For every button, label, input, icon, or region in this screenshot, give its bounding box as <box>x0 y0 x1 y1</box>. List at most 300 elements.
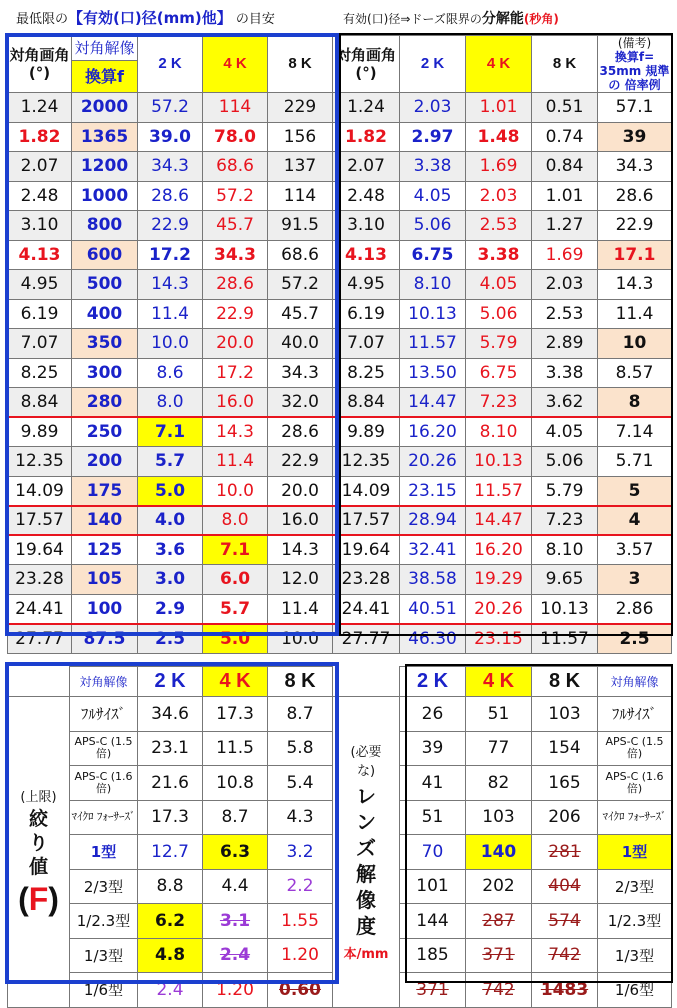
sensor-name: 1型 <box>70 835 138 870</box>
arcsec-4k-cell: 23.15 <box>466 624 532 654</box>
res-4k-cell: 114 <box>203 93 268 123</box>
res-8k-cell: 34.3 <box>268 358 333 388</box>
bot-blank-mid <box>333 667 400 697</box>
arcsec-8k-cell: 9.65 <box>532 565 598 595</box>
sensor-name: 1/2.3型 <box>70 904 138 939</box>
bot-hdr-diag-res-right: 対角解像 <box>598 667 672 697</box>
lens-res-8k: 1483 <box>532 973 598 1008</box>
lens-res-8k: 404 <box>532 869 598 904</box>
left-title-bracket: 【有効(口)径(mm)他】 <box>68 9 232 27</box>
lens-res-2k: 144 <box>400 904 466 939</box>
sensor-name: APS-C (1.5倍) <box>70 731 138 766</box>
arcsec-4k-cell: 1.01 <box>466 93 532 123</box>
lens-res-4k: 202 <box>466 869 532 904</box>
right-title-bold: 分解能 <box>481 11 524 27</box>
conv-f-cell: 175 <box>72 476 138 506</box>
lens-res-4k: 77 <box>466 731 532 766</box>
res-8k-cell: 22.9 <box>268 447 333 477</box>
fvalue-2k: 4.8 <box>138 938 203 973</box>
hdr-4k-right: 4 K <box>466 36 532 93</box>
res-4k-cell: 22.9 <box>203 299 268 329</box>
hdr-angle-right: 対角画角(°) <box>333 36 400 93</box>
res-8k-cell: 40.0 <box>268 329 333 359</box>
arcsec-8k-cell: 2.03 <box>532 270 598 300</box>
unit-label: 本/mm <box>343 947 389 963</box>
hdr-diag-res: 対角解像 <box>72 36 138 61</box>
lens-res-4k: 51 <box>466 697 532 732</box>
note-header: (備考) <box>617 36 652 50</box>
table-row <box>8 211 672 241</box>
angle-right-cell: 1.82 <box>333 122 400 152</box>
angle-right-cell: 7.07 <box>333 329 400 359</box>
needed-label: (必要な) <box>350 745 382 780</box>
lens-res-8k: 154 <box>532 731 598 766</box>
fvalue-2k: 21.6 <box>138 766 203 801</box>
res-4k-cell: 45.7 <box>203 211 268 241</box>
f-letter-text: F <box>28 880 49 917</box>
angle-right-cell: 27.77 <box>333 624 400 654</box>
angle-right-cell: 2.48 <box>333 181 400 211</box>
arcsec-4k-cell: 11.57 <box>466 476 532 506</box>
table-row <box>8 624 672 654</box>
sensor-name-right: 1型 <box>598 835 672 870</box>
fvalue-4k: 8.7 <box>203 800 268 835</box>
mag-cell: 7.14 <box>598 417 672 447</box>
fvalue-2k: 17.3 <box>138 800 203 835</box>
table-row <box>8 181 672 211</box>
table-row <box>8 535 672 565</box>
mag-cell: 5.71 <box>598 447 672 477</box>
bot-hdr-8k: 8 K <box>268 667 333 697</box>
angle-right-cell: 19.64 <box>333 535 400 565</box>
table-row <box>8 417 672 447</box>
sensor-name-right: 1/3型 <box>598 938 672 973</box>
res-8k-cell: 229 <box>268 93 333 123</box>
angle-cell: 12.35 <box>8 447 72 477</box>
res-2k-cell: 2.9 <box>138 594 203 624</box>
table-row <box>8 594 672 624</box>
fvalue-8k: 5.4 <box>268 766 333 801</box>
table-row <box>8 240 672 270</box>
angle-cell: 19.64 <box>8 535 72 565</box>
res-2k-cell: 5.7 <box>138 447 203 477</box>
arcsec-2k-cell: 32.41 <box>400 535 466 565</box>
arcsec-2k-cell: 23.15 <box>400 476 466 506</box>
res-8k-cell: 28.6 <box>268 417 333 447</box>
table-row <box>8 697 672 732</box>
hdr-8k-right: 8 K <box>532 36 598 93</box>
lens-res-8k: 281 <box>532 835 598 870</box>
res-2k-cell: 57.2 <box>138 93 203 123</box>
res-8k-cell: 114 <box>268 181 333 211</box>
angle-cell: 3.10 <box>8 211 72 241</box>
res-8k-cell: 20.0 <box>268 476 333 506</box>
arcsec-2k-cell: 2.97 <box>400 122 466 152</box>
arcsec-8k-cell: 0.84 <box>532 152 598 182</box>
sensor-name: ﾏｲｸﾛ ﾌｫｰｻｰｽﾞ <box>70 800 138 835</box>
arcsec-4k-cell: 1.48 <box>466 122 532 152</box>
lens-res-4k: 742 <box>466 973 532 1008</box>
f-letter: (F) <box>18 880 59 917</box>
sensor-name-right: APS-C (1.6倍) <box>598 766 672 801</box>
sensor-name-right: APS-C (1.5倍) <box>598 731 672 766</box>
res-2k-cell: 14.3 <box>138 270 203 300</box>
lens-res-4k: 82 <box>466 766 532 801</box>
arcsec-8k-cell: 10.13 <box>532 594 598 624</box>
fvalue-2k: 34.6 <box>138 697 203 732</box>
arcsec-8k-cell: 1.27 <box>532 211 598 241</box>
fvalue-4k: 10.8 <box>203 766 268 801</box>
fvalue-4k: 1.20 <box>203 973 268 1008</box>
lens-res-text: レンズ解像度 <box>356 784 376 939</box>
res-2k-cell: 7.1 <box>138 417 203 447</box>
angle-right-cell: 9.89 <box>333 417 400 447</box>
fvalue-4k: 3.1 <box>203 904 268 939</box>
arcsec-8k-cell: 5.79 <box>532 476 598 506</box>
angle-right-cell: 23.28 <box>333 565 400 595</box>
res-2k-cell: 10.0 <box>138 329 203 359</box>
res-2k-cell: 39.0 <box>138 122 203 152</box>
res-8k-cell: 91.5 <box>268 211 333 241</box>
hdr-4k: 4 K <box>203 36 268 93</box>
angle-cell: 1.24 <box>8 93 72 123</box>
fvalue-8k: 3.2 <box>268 835 333 870</box>
arcsec-8k-cell: 7.23 <box>532 506 598 536</box>
limit-label: (上限) <box>20 789 57 805</box>
arcsec-8k-cell: 2.53 <box>532 299 598 329</box>
fvalue-4k: 4.4 <box>203 869 268 904</box>
arcsec-4k-cell: 10.13 <box>466 447 532 477</box>
bot-hdr-4k-right: 4 K <box>466 667 532 697</box>
mag-cell: 8 <box>598 388 672 418</box>
angle-right-cell: 1.24 <box>333 93 400 123</box>
mag-cell: 8.57 <box>598 358 672 388</box>
lens-res-2k: 51 <box>400 800 466 835</box>
bottom-table <box>7 666 672 1008</box>
sensor-name-right: 1/6型 <box>598 973 672 1008</box>
right-title-paren: (秒角) <box>523 12 559 26</box>
fvalue-8k: 2.2 <box>268 869 333 904</box>
fvalue-8k: 0.60 <box>268 973 333 1008</box>
angle-cell: 8.84 <box>8 388 72 418</box>
angle-right-cell: 12.35 <box>333 447 400 477</box>
lens-res-4k: 371 <box>466 938 532 973</box>
res-8k-cell: 12.0 <box>268 565 333 595</box>
sensor-name-right: ﾌﾙｻｲｽﾞ <box>598 697 672 732</box>
res-4k-cell: 16.0 <box>203 388 268 418</box>
angle-right-cell: 17.57 <box>333 506 400 536</box>
arcsec-4k-cell: 8.10 <box>466 417 532 447</box>
res-4k-cell: 14.3 <box>203 417 268 447</box>
res-2k-cell: 5.0 <box>138 476 203 506</box>
arcsec-2k-cell: 8.10 <box>400 270 466 300</box>
res-2k-cell: 4.0 <box>138 506 203 536</box>
table-row <box>8 565 672 595</box>
res-4k-cell: 10.0 <box>203 476 268 506</box>
mag-cell: 2.5 <box>598 624 672 654</box>
table-row <box>8 270 672 300</box>
fvalue-4k: 11.5 <box>203 731 268 766</box>
conv-f-cell: 1000 <box>72 181 138 211</box>
fvalue-2k: 6.2 <box>138 904 203 939</box>
conv-f-cell: 400 <box>72 299 138 329</box>
bot-blank-left <box>8 667 70 697</box>
res-4k-cell: 78.0 <box>203 122 268 152</box>
res-8k-cell: 16.0 <box>268 506 333 536</box>
mag-cell: 2.86 <box>598 594 672 624</box>
conv-f-cell: 2000 <box>72 93 138 123</box>
arcsec-4k-cell: 5.79 <box>466 329 532 359</box>
res-2k-cell: 3.6 <box>138 535 203 565</box>
arcsec-2k-cell: 3.38 <box>400 152 466 182</box>
res-4k-cell: 7.1 <box>203 535 268 565</box>
arcsec-8k-cell: 0.51 <box>532 93 598 123</box>
left-title-pre: 最低限の <box>16 12 69 27</box>
res-4k-cell: 57.2 <box>203 181 268 211</box>
res-2k-cell: 2.5 <box>138 624 203 654</box>
lens-res-2k: 39 <box>400 731 466 766</box>
arcsec-2k-cell: 14.47 <box>400 388 466 418</box>
angle-right-cell: 24.41 <box>333 594 400 624</box>
arcsec-2k-cell: 5.06 <box>400 211 466 241</box>
angle-cell: 14.09 <box>8 476 72 506</box>
res-2k-cell: 28.6 <box>138 181 203 211</box>
angle-cell: 8.25 <box>8 358 72 388</box>
angle-cell: 1.82 <box>8 122 72 152</box>
arcsec-2k-cell: 20.26 <box>400 447 466 477</box>
arcsec-4k-cell: 7.23 <box>466 388 532 418</box>
mag-cell: 57.1 <box>598 93 672 123</box>
arcsec-4k-cell: 6.75 <box>466 358 532 388</box>
hdr-8k: 8 K <box>268 36 333 93</box>
angle-cell: 17.57 <box>8 506 72 536</box>
arcsec-4k-cell: 20.26 <box>466 594 532 624</box>
table-row <box>8 93 672 123</box>
hdr-2k-right: 2 K <box>400 36 466 93</box>
angle-right-cell: 14.09 <box>333 476 400 506</box>
left-title <box>16 7 275 28</box>
res-4k-cell: 28.6 <box>203 270 268 300</box>
mag-cell: 14.3 <box>598 270 672 300</box>
angle-cell: 27.77 <box>8 624 72 654</box>
arcsec-8k-cell: 0.74 <box>532 122 598 152</box>
conv-f-cell: 280 <box>72 388 138 418</box>
arcsec-2k-cell: 10.13 <box>400 299 466 329</box>
res-2k-cell: 34.3 <box>138 152 203 182</box>
conv-f-cell: 600 <box>72 240 138 270</box>
angle-right-cell: 4.13 <box>333 240 400 270</box>
sensor-name: 2/3型 <box>70 869 138 904</box>
fvalue-2k: 8.8 <box>138 869 203 904</box>
conv-f-cell: 300 <box>72 358 138 388</box>
res-8k-cell: 14.3 <box>268 535 333 565</box>
mag-cell: 4 <box>598 506 672 536</box>
res-8k-cell: 68.6 <box>268 240 333 270</box>
arcsec-4k-cell: 2.53 <box>466 211 532 241</box>
arcsec-8k-cell: 1.69 <box>532 240 598 270</box>
angle-cell: 4.13 <box>8 240 72 270</box>
lens-res-2k: 101 <box>400 869 466 904</box>
left-title-post: の目安 <box>235 12 275 27</box>
arcsec-8k-cell: 5.06 <box>532 447 598 477</box>
arcsec-4k-cell: 16.20 <box>466 535 532 565</box>
arcsec-2k-cell: 11.57 <box>400 329 466 359</box>
lens-res-8k: 742 <box>532 938 598 973</box>
conv-f-cell: 87.5 <box>72 624 138 654</box>
angle-right-cell: 4.95 <box>333 270 400 300</box>
lens-res-8k: 574 <box>532 904 598 939</box>
angle-right-cell: 6.19 <box>333 299 400 329</box>
bot-hdr-8k-right: 8 K <box>532 667 598 697</box>
res-2k-cell: 8.0 <box>138 388 203 418</box>
lens-res-8k: 165 <box>532 766 598 801</box>
res-2k-cell: 22.9 <box>138 211 203 241</box>
mag-cell: 3.57 <box>598 535 672 565</box>
arcsec-8k-cell: 11.57 <box>532 624 598 654</box>
sensor-name: APS-C (1.6倍) <box>70 766 138 801</box>
angle-right-cell: 2.07 <box>333 152 400 182</box>
table-row <box>8 476 672 506</box>
bot-hdr-4k: 4 K <box>203 667 268 697</box>
arcsec-2k-cell: 16.20 <box>400 417 466 447</box>
arcsec-8k-cell: 3.38 <box>532 358 598 388</box>
lens-res-2k: 70 <box>400 835 466 870</box>
right-title <box>343 8 559 28</box>
res-4k-cell: 20.0 <box>203 329 268 359</box>
arcsec-2k-cell: 28.94 <box>400 506 466 536</box>
fvalue-8k: 4.3 <box>268 800 333 835</box>
table-row <box>8 152 672 182</box>
lens-res-2k: 26 <box>400 697 466 732</box>
bot-hdr-2k: 2 K <box>138 667 203 697</box>
conv-f-cell: 1365 <box>72 122 138 152</box>
conv-f-cell: 800 <box>72 211 138 241</box>
arcsec-2k-cell: 46.30 <box>400 624 466 654</box>
conv-f-cell: 500 <box>72 270 138 300</box>
lens-res-2k: 371 <box>400 973 466 1008</box>
angle-cell: 2.48 <box>8 181 72 211</box>
res-2k-cell: 8.6 <box>138 358 203 388</box>
arcsec-8k-cell: 4.05 <box>532 417 598 447</box>
arcsec-8k-cell: 1.01 <box>532 181 598 211</box>
res-2k-cell: 3.0 <box>138 565 203 595</box>
arcsec-8k-cell: 3.62 <box>532 388 598 418</box>
arcsec-2k-cell: 13.50 <box>400 358 466 388</box>
arcsec-8k-cell: 8.10 <box>532 535 598 565</box>
angle-cell: 6.19 <box>8 299 72 329</box>
hdr-2k: 2 K <box>138 36 203 93</box>
fvalue-label <box>8 697 70 1008</box>
mag-cell: 39 <box>598 122 672 152</box>
mag-cell: 28.6 <box>598 181 672 211</box>
fvalue-4k: 17.3 <box>203 697 268 732</box>
arcsec-4k-cell: 14.47 <box>466 506 532 536</box>
table-row <box>8 388 672 418</box>
mag-cell: 11.4 <box>598 299 672 329</box>
arcsec-4k-cell: 5.06 <box>466 299 532 329</box>
table-row <box>8 447 672 477</box>
angle-cell: 7.07 <box>8 329 72 359</box>
arcsec-2k-cell: 38.58 <box>400 565 466 595</box>
table-row <box>8 122 672 152</box>
res-4k-cell: 6.0 <box>203 565 268 595</box>
sensor-name-right: 2/3型 <box>598 869 672 904</box>
conv-f-cell: 105 <box>72 565 138 595</box>
lens-res-2k: 185 <box>400 938 466 973</box>
angle-right-cell: 8.84 <box>333 388 400 418</box>
bot-hdr-2k-right: 2 K <box>400 667 466 697</box>
fvalue-4k: 6.3 <box>203 835 268 870</box>
res-8k-cell: 57.2 <box>268 270 333 300</box>
angle-right-cell: 3.10 <box>333 211 400 241</box>
sensor-name-right: 1/2.3型 <box>598 904 672 939</box>
hdr-angle: 対角画角(°) <box>8 36 72 93</box>
arcsec-8k-cell: 2.89 <box>532 329 598 359</box>
res-4k-cell: 11.4 <box>203 447 268 477</box>
arcsec-4k-cell: 4.05 <box>466 270 532 300</box>
conv-f-cell: 125 <box>72 535 138 565</box>
hdr-note <box>598 36 672 93</box>
mag-cell: 3 <box>598 565 672 595</box>
arcsec-4k-cell: 1.69 <box>466 152 532 182</box>
conv-f-cell: 250 <box>72 417 138 447</box>
lens-res-4k: 103 <box>466 800 532 835</box>
mag-cell: 17.1 <box>598 240 672 270</box>
arcsec-4k-cell: 2.03 <box>466 181 532 211</box>
res-2k-cell: 17.2 <box>138 240 203 270</box>
lens-res-4k: 287 <box>466 904 532 939</box>
res-4k-cell: 17.2 <box>203 358 268 388</box>
res-8k-cell: 32.0 <box>268 388 333 418</box>
lens-res-2k: 41 <box>400 766 466 801</box>
arcsec-2k-cell: 2.03 <box>400 93 466 123</box>
fvalue-2k: 12.7 <box>138 835 203 870</box>
note-sub: 換算f= 35mm 規準の 倍率例 <box>599 50 670 92</box>
arcsec-4k-cell: 3.38 <box>466 240 532 270</box>
fvalue-2k: 2.4 <box>138 973 203 1008</box>
res-4k-cell: 68.6 <box>203 152 268 182</box>
res-8k-cell: 137 <box>268 152 333 182</box>
fvalue-8k: 8.7 <box>268 697 333 732</box>
angle-cell: 9.89 <box>8 417 72 447</box>
table-row <box>8 329 672 359</box>
fvalue-text: 絞り値 <box>28 807 48 878</box>
res-4k-cell: 5.7 <box>203 594 268 624</box>
res-4k-cell: 34.3 <box>203 240 268 270</box>
mag-cell: 5 <box>598 476 672 506</box>
sensor-name-right: ﾏｲｸﾛ ﾌｫｰｻｰｽﾞ <box>598 800 672 835</box>
arcsec-2k-cell: 40.51 <box>400 594 466 624</box>
table-row <box>8 358 672 388</box>
bot-hdr-diag-res: 対角解像 <box>70 667 138 697</box>
angle-right-cell: 8.25 <box>333 358 400 388</box>
mag-cell: 34.3 <box>598 152 672 182</box>
fvalue-2k: 23.1 <box>138 731 203 766</box>
sensor-name: 1/6型 <box>70 973 138 1008</box>
lens-res-4k: 140 <box>466 835 532 870</box>
fvalue-4k: 2.4 <box>203 938 268 973</box>
res-2k-cell: 11.4 <box>138 299 203 329</box>
angle-cell: 24.41 <box>8 594 72 624</box>
table-row <box>8 506 672 536</box>
right-title-pre: 有効(口)径⇒ドーズ限界の <box>343 12 482 26</box>
arcsec-2k-cell: 4.05 <box>400 181 466 211</box>
res-8k-cell: 156 <box>268 122 333 152</box>
hdr-conv-f: 換算f <box>72 61 138 93</box>
top-table <box>7 35 672 654</box>
angle-cell: 2.07 <box>8 152 72 182</box>
lens-res-label <box>333 697 400 1008</box>
